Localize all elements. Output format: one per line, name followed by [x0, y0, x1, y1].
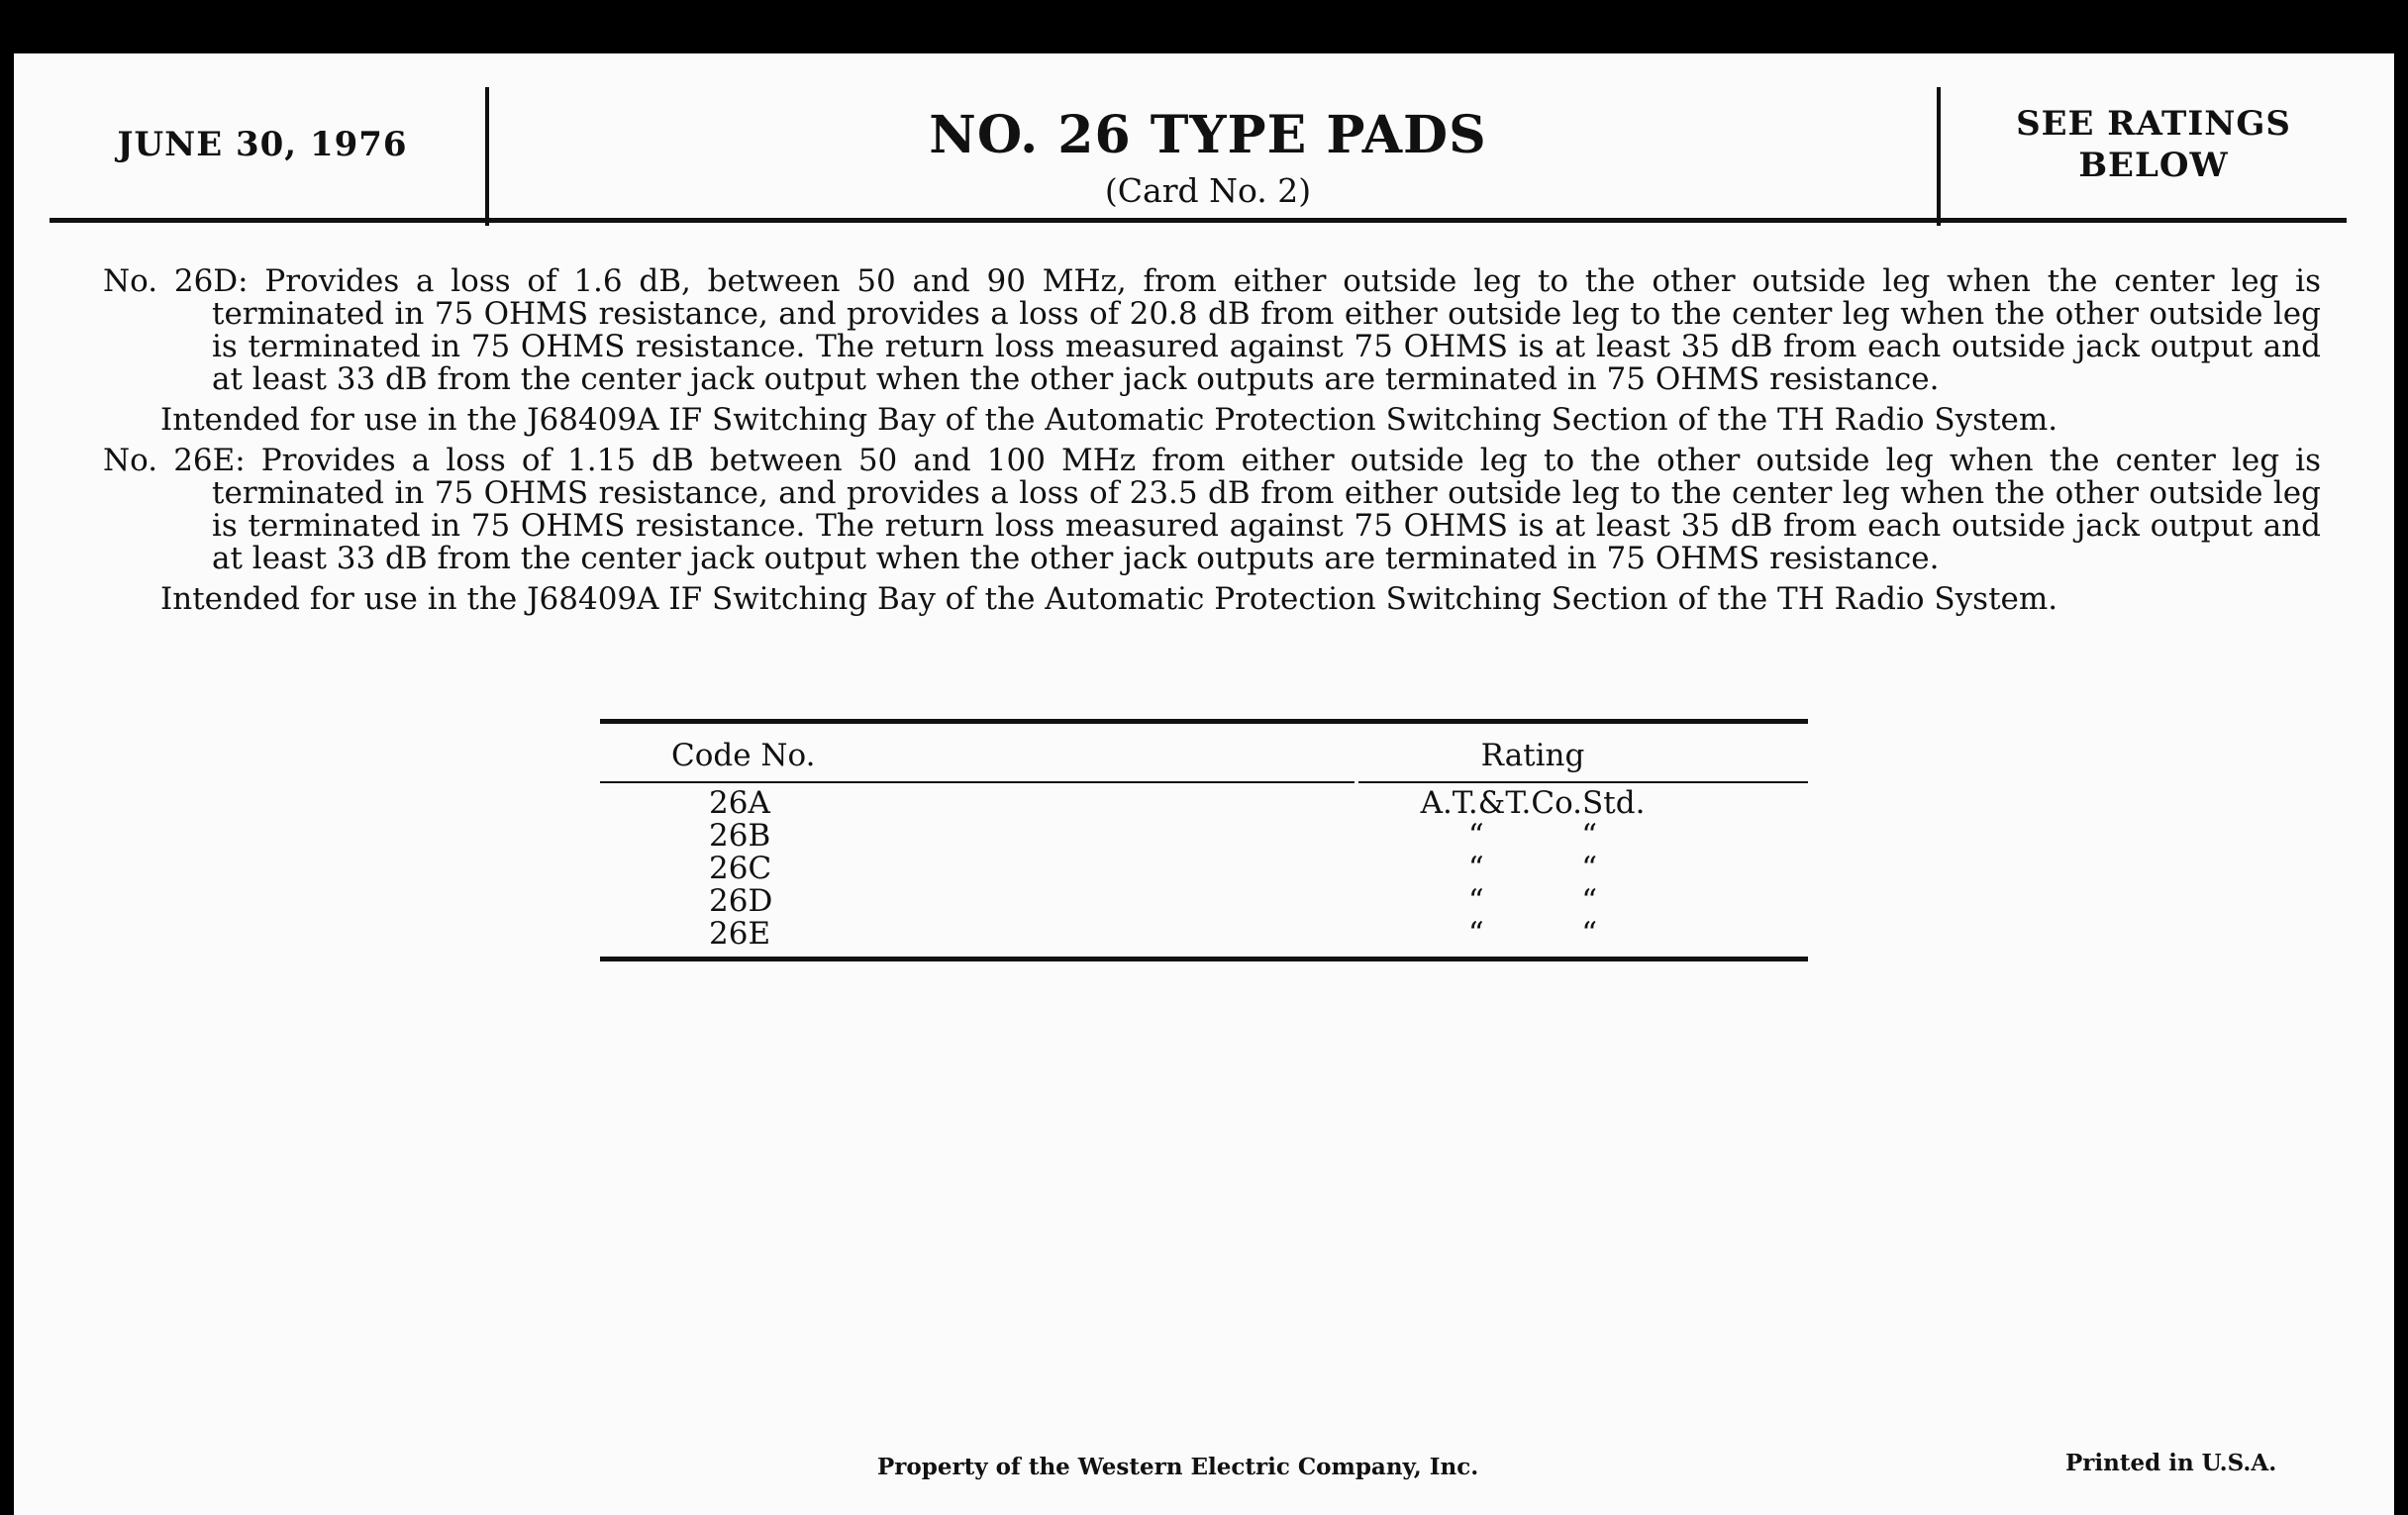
code-cell: 26D: [709, 883, 773, 919]
header-underline: [600, 781, 1354, 783]
code-cell: 26A: [709, 785, 770, 821]
rating-cell: “ “: [1467, 818, 1598, 854]
table-row: [600, 820, 1808, 853]
property-notice: Property of the Western Electric Company, Inc.: [877, 1454, 1479, 1480]
header-divider: [1937, 87, 1941, 226]
card-number: (Card No. 2): [1104, 171, 1312, 210]
code-cell: 26B: [709, 818, 771, 854]
table-row: [600, 885, 1808, 918]
table-bottom-rule: [600, 957, 1808, 961]
ratings-note-line1: SEE RATINGS: [2016, 104, 2291, 144]
printed-notice: Printed in U.S.A.: [2065, 1450, 2277, 1476]
ratings-note: [1960, 75, 2347, 214]
column-header-code: Code No.: [671, 738, 816, 773]
ratings-table: [600, 719, 1808, 961]
table-row: [600, 918, 1808, 951]
ratings-note-line2: BELOW: [2078, 146, 2229, 185]
table-header-row: [600, 724, 1808, 777]
rating-cell: “ “: [1467, 851, 1598, 886]
header-underline: [1358, 781, 1808, 783]
code-cell: 26C: [709, 851, 772, 886]
header-rule: [50, 218, 2347, 223]
rating-cell: “ “: [1467, 883, 1598, 919]
card-header: [50, 75, 2347, 214]
intended-use-26e: Intended for use in the J68409A IF Switching Bay of the Automatic Protection Switching Section of the TH Radio System.: [160, 581, 2058, 617]
intended-use-26d: Intended for use in the J68409A IF Switching Bay of the Automatic Protection Switching Section of the TH Radio System.: [160, 402, 2058, 438]
code-cell: 26E: [709, 916, 771, 952]
spec-card: [14, 53, 2394, 1515]
issue-date: JUNE 30, 1976: [117, 125, 408, 164]
paragraph-26d: No. 26D: Provides a loss of 1.6 dB, between 50 and 90 MHz, from either outside leg to the other outside leg when the center leg is terminated in 75 OHMS resistance, and provides a loss of 20.8 dB from either outside leg to the center leg when the other outside leg is terminated in 75 OHMS resistance. The return loss measured against 75 OHMS is at least 35 dB from each outside jack output and at least 33 dB from the center jack output when the other jack outputs are terminated in 75 OHMS resistance.: [103, 263, 2321, 397]
title-block: [485, 75, 1931, 214]
description-body: [103, 265, 2321, 624]
rating-cell: A.T.&T.Co.Std.: [1420, 785, 1646, 821]
table-body: [600, 787, 1808, 951]
column-header-rating: Rating: [1480, 738, 1585, 773]
page-title: NO. 26 TYPE PADS: [929, 105, 1487, 165]
rating-cell: “ “: [1467, 916, 1598, 952]
table-row: [600, 853, 1808, 885]
paragraph-26e: No. 26E: Provides a loss of 1.15 dB between 50 and 100 MHz from either outside leg to the other outside leg when the center leg is terminated in 75 OHMS resistance, and provides a loss of 23.5 dB from either outside leg to the center leg when the other outside leg is terminated in 75 OHMS resistance. The return loss measured against 75 OHMS is at least 35 dB from each outside jack output and at least 33 dB from the center jack output when the other jack outputs are terminated in 75 OHMS resistance.: [103, 443, 2321, 576]
table-row: [600, 787, 1808, 820]
